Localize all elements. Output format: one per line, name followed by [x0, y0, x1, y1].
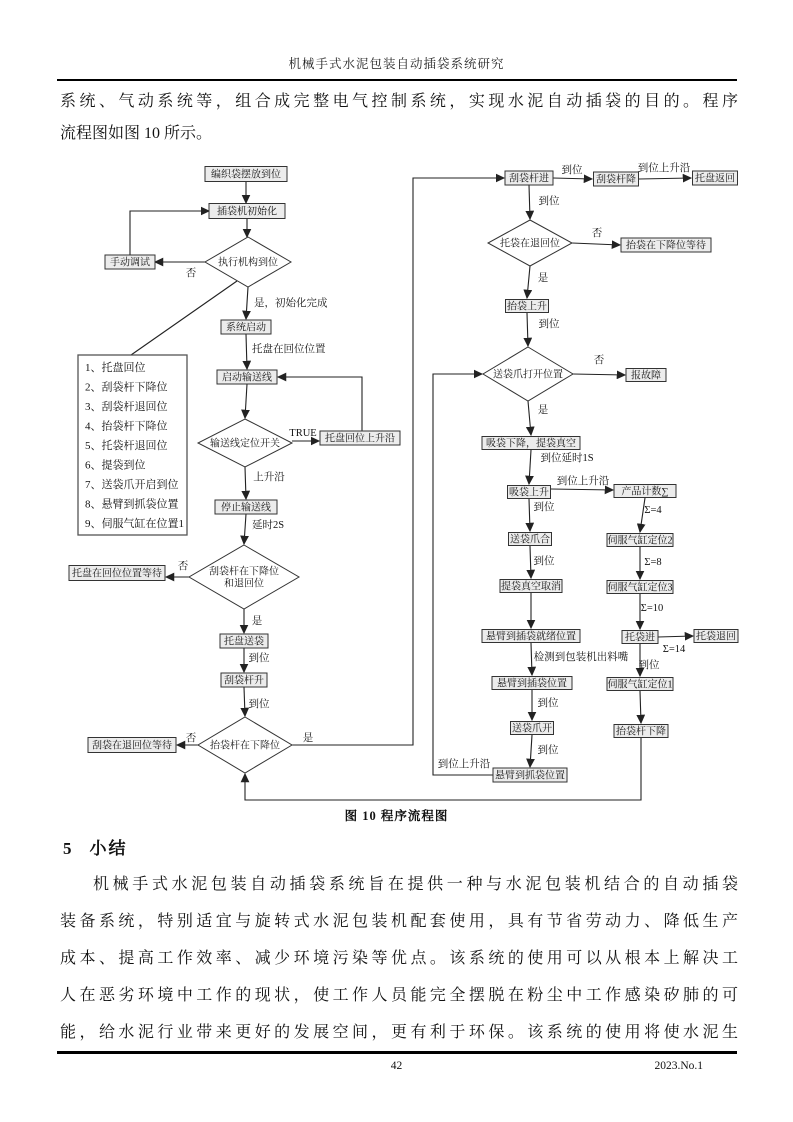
flow-edge-label: 到位 — [538, 196, 560, 207]
flow-edge-label: Σ=14 — [662, 644, 686, 655]
flow-edge — [278, 377, 362, 431]
flow-edge-label: 到位上升沿 — [437, 759, 491, 770]
flow-edge-label: 到位上升沿 — [637, 163, 691, 174]
summary-line: 能，给水泥行业带来更好的发展空间，更有利于环保。该系统的使用将使水泥生 — [60, 1024, 738, 1041]
flow-node-label: 伺服气缸定位3 — [607, 582, 673, 594]
header-rule — [57, 79, 737, 81]
flow-edge-label: 到位 — [248, 699, 270, 710]
flow-legend-item: 4、抬袋杆下降位 — [85, 420, 168, 433]
flow-node-box — [492, 677, 572, 690]
page-number: 42 — [390, 1060, 403, 1072]
flow-edge-label: 检测到包装机出料嘴 — [533, 652, 629, 663]
section-title: 小结 — [89, 839, 128, 858]
flow-edge-label: 延时2S — [251, 520, 285, 531]
flow-legend-item: 6、提袋到位 — [85, 459, 146, 472]
flow-node-label: 刮袋杆进 — [509, 173, 549, 185]
summary-line: 成本、提高工作效率、减少环境污染等优点。该系统的使用可以从根本上解决工 — [60, 950, 738, 967]
flow-edge-label: 是，初始化完成 — [254, 298, 328, 309]
flow-node-label: 刮袋杆降 — [596, 174, 636, 186]
flow-node-diamond — [198, 419, 292, 467]
flow-node-label: 伺服气缸定位2 — [607, 535, 673, 547]
flow-edge-label: 到位 — [537, 745, 559, 756]
figure-caption: 图 10 程序流程图 — [344, 809, 449, 823]
flow-edge — [130, 211, 209, 255]
intro-paragraph — [60, 86, 738, 150]
flow-edge-label: 是 — [302, 733, 314, 744]
flow-edge — [527, 266, 530, 298]
flow-legend-item: 1、托盘回位 — [85, 362, 146, 374]
flow-node-label: 系统启动 — [226, 322, 266, 334]
flow-node-box — [220, 634, 268, 648]
flow-node-label: 输送线定位开关 — [210, 438, 280, 450]
flow-node-box — [607, 534, 673, 547]
flow-node-box — [209, 204, 285, 219]
flow-node-label: 刮袋杆升 — [224, 675, 264, 687]
flow-edge-label: 到位 — [561, 165, 583, 176]
flow-node-label: 手动调试 — [110, 257, 150, 269]
flow-node-box — [105, 255, 155, 269]
summary-line: 机械手式水泥包装自动插袋系统旨在提供一种与水泥包装机结合的自动插袋 — [93, 876, 738, 893]
flow-node-label: 刮袋在退回位等待 — [92, 740, 172, 752]
flow-node-label: 送袋爪合 — [510, 534, 550, 546]
flow-edge — [245, 467, 246, 499]
flow-node-label: 悬臂到插袋就绪位置 — [486, 631, 576, 643]
intro-line: 流程图如图 10 所示。 — [60, 125, 213, 142]
flow-edge-label: 否 — [593, 355, 605, 366]
summary-line: 装备系统，特别适宜与旋转式水泥包装机配套使用，具有节省劳动力、降低生产 — [60, 913, 738, 930]
flow-node-label: 送袋爪开 — [512, 723, 552, 735]
flow-node-diamond — [488, 220, 572, 266]
flow-node-label: 抬袋杆在下降位 — [210, 740, 280, 752]
flow-node-label: 托盘返回 — [695, 173, 735, 185]
flow-edge — [640, 691, 641, 723]
flow-node-label: 刮袋杆在下降位 — [209, 566, 279, 578]
summary-line: 人在恶劣环境中工作的现状，使工作人员能完全摆脱在粉尘中工作感染矽肺的可 — [60, 987, 738, 1004]
footer-rule — [57, 1051, 737, 1054]
flow-edge — [531, 643, 532, 675]
flow-node-label: 吸袋下降，提袋真空 — [486, 438, 576, 450]
flow-edge-label: 到位 — [533, 556, 555, 567]
flow-node-label: 悬臂到抓袋位置 — [495, 770, 565, 782]
flow-node-box — [221, 320, 271, 334]
flow-node-label: 托袋退回 — [696, 631, 736, 643]
flow-node-box — [69, 566, 165, 581]
flow-edge — [529, 499, 530, 531]
intro-line: 系统、气动系统等，组合成完整电气控制系统，实现水泥自动插袋的目的。程序 — [60, 93, 738, 110]
section-number: 5 — [63, 839, 72, 858]
flow-node-diamond — [198, 717, 292, 773]
flow-legend-item: 3、刮袋杆退回位 — [85, 401, 168, 413]
flow-node-label: 托盘回位上升沿 — [325, 433, 395, 445]
flow-node-box — [482, 437, 580, 450]
flow-edge-label: 到位延时1S — [540, 453, 594, 464]
summary-paragraph — [60, 866, 738, 1051]
flow-edge-label: Σ=10 — [640, 603, 664, 614]
flow-legend-box — [78, 355, 187, 535]
flow-node-label: 抬袋杆下降 — [616, 726, 666, 738]
flow-edge — [292, 178, 504, 745]
flow-node-label: 托袋在退回位 — [500, 238, 560, 250]
flow-node-label: 伺服气缸定位1 — [607, 679, 673, 691]
flow-edge — [530, 735, 532, 767]
flow-node-box — [500, 580, 562, 593]
flow-node-label: 执行机构到位 — [218, 257, 278, 269]
flow-edge — [527, 313, 528, 346]
flowchart-figure — [0, 155, 793, 815]
flow-node-box — [505, 171, 553, 185]
flow-node-box — [509, 533, 552, 546]
flow-node-box — [215, 500, 277, 514]
flow-node-label: 抬袋上升 — [507, 301, 547, 313]
flow-node-box — [622, 631, 658, 644]
flow-edge — [246, 287, 248, 319]
flow-node-box — [694, 630, 738, 643]
flow-edge-label: 是 — [537, 273, 549, 284]
flow-node-box — [493, 768, 567, 782]
flow-edge-label: 是 — [537, 405, 549, 416]
flow-node-label: 托盘在回位位置等待 — [72, 568, 162, 580]
flow-edge-label: 到位 — [537, 698, 559, 709]
flow-edge-label: 到位 — [538, 319, 560, 330]
flow-legend-item: 2、刮袋杆下降位 — [85, 381, 168, 394]
flow-edge — [572, 243, 620, 245]
flow-edge-label: Σ=8 — [644, 557, 662, 568]
flow-edge-label: TRUE — [289, 428, 317, 439]
flow-node-label: 托盘送袋 — [224, 636, 264, 648]
flow-node-label: 启动输送线 — [222, 372, 272, 384]
flow-node-label: 悬臂到插袋位置 — [497, 678, 567, 690]
flow-node-diamond — [205, 237, 291, 287]
flow-edge-label: 否 — [177, 561, 189, 572]
flow-node-box — [626, 369, 666, 382]
flow-node-diamond — [483, 347, 573, 401]
flow-edge-label: 否 — [185, 268, 197, 279]
flow-node-label: 编织袋摆放到位 — [211, 169, 281, 181]
flow-node-box — [614, 485, 676, 498]
flow-node-box — [508, 486, 551, 499]
flow-legend-item: 7、送袋爪开启到位 — [85, 479, 179, 491]
flow-node-box — [506, 300, 549, 313]
flow-node-box — [594, 172, 639, 186]
flow-edge — [573, 374, 625, 375]
flow-edge — [245, 384, 247, 418]
flow-node-label: 提袋真空取消 — [501, 581, 561, 593]
flow-edge-label: 到位 — [638, 660, 660, 671]
issue-label: 2023.No.1 — [654, 1060, 703, 1072]
flow-edge — [244, 687, 245, 716]
flow-node-box — [320, 431, 400, 445]
flow-edge — [244, 514, 246, 544]
flow-edge-label: 到位 — [248, 653, 270, 664]
flow-edge — [530, 546, 531, 578]
flow-edge-label: 上升沿 — [253, 472, 285, 483]
flow-edge — [529, 185, 530, 219]
flow-node-box — [614, 725, 668, 738]
flow-node-label: 吸袋上升 — [509, 487, 549, 499]
flow-edge — [246, 334, 247, 369]
flow-edge-label: 托盘在回位位置 — [252, 344, 326, 355]
flow-connector-line — [131, 281, 237, 355]
flow-node-label: 报故障 — [631, 370, 661, 382]
flow-node-box — [482, 630, 580, 643]
flow-node-box — [693, 171, 738, 185]
running-head: 机械手式水泥包装自动插袋系统研究 — [288, 57, 505, 71]
flow-node-box — [511, 722, 554, 735]
flow-edge — [528, 401, 531, 435]
flow-legend-item: 5、托袋杆退回位 — [85, 440, 168, 452]
flow-edge — [433, 374, 493, 775]
flow-node-label: 送袋爪打开位置 — [493, 369, 563, 381]
flow-node-label: 和退回位 — [224, 578, 264, 590]
flow-edge-label: 到位上升沿 — [556, 476, 610, 487]
flow-node-box — [607, 678, 673, 691]
flow-edge-label: 否 — [591, 228, 603, 239]
section-heading — [63, 834, 128, 859]
flow-edge — [639, 178, 691, 179]
flow-edge — [529, 450, 531, 484]
flow-edge — [551, 489, 613, 490]
flow-node-diamond — [189, 545, 299, 609]
flow-edge-label: Σ=4 — [644, 505, 662, 516]
flow-node-box — [88, 738, 176, 753]
flow-edge — [553, 178, 592, 179]
flow-node-label: 停止输送线 — [221, 502, 271, 514]
flow-node-box — [607, 581, 673, 594]
flow-node-label: 插袋机初始化 — [217, 206, 277, 218]
flow-node-label: 产品计数∑ — [621, 486, 669, 498]
flow-edge-label: 到位 — [533, 502, 555, 513]
flow-edge-label: 否 — [185, 733, 197, 744]
flow-node-box — [221, 673, 267, 687]
flow-node-box — [621, 238, 711, 252]
flow-node-label: 抬袋在下降位等待 — [626, 240, 706, 252]
flow-legend-item: 8、悬臂到抓袋位置 — [85, 498, 179, 511]
flow-node-box — [217, 370, 277, 384]
flow-node-box — [205, 167, 287, 182]
flow-edge — [658, 636, 693, 637]
flow-node-label: 托袋进 — [625, 632, 655, 644]
flow-edge-label: 是 — [251, 616, 263, 627]
flow-legend-item: 9、伺服气缸在位置1 — [85, 518, 184, 530]
